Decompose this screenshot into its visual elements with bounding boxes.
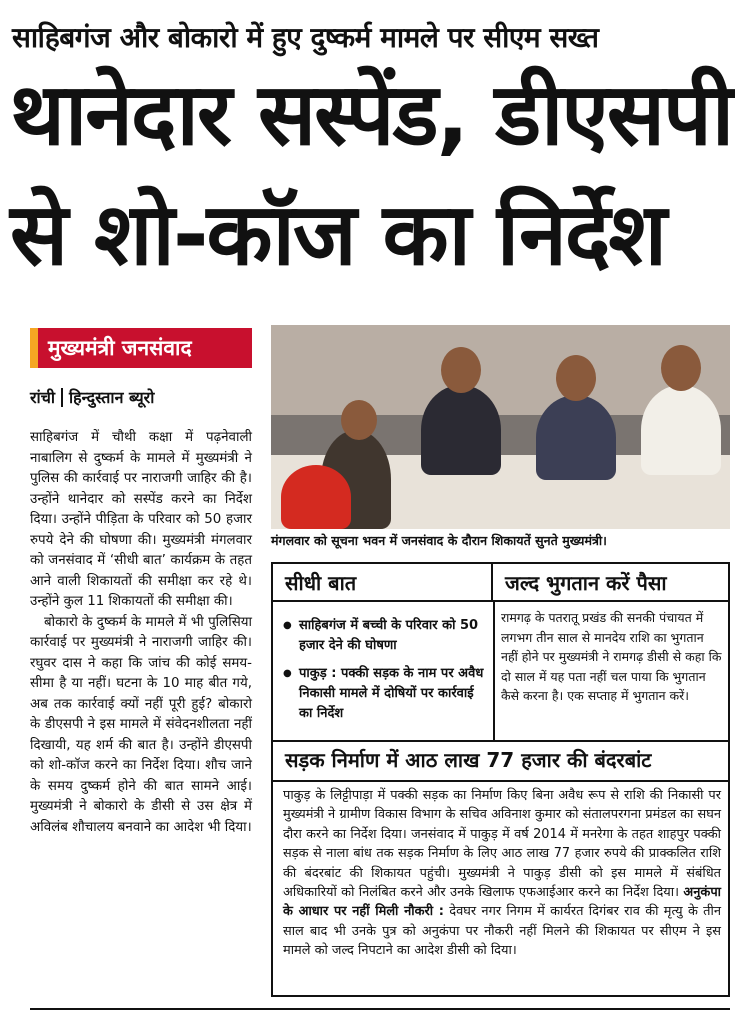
- sidebar-bottom-paragraph: पाकुड़ के लिट्टीपाड़ा में पक्की सड़क का निर्माण किए बिना अवैध रूप से राशि की निकासी पर मुख्यमंत्री ने ग्रामीण विकास विभाग के सचिव अविनाश कुमार को संतालपरगना प्रमंडल का सघन दौरा करने का निर्देश दिया। जनसंवाद में पाकुड़ में वर्ष 2014 में मनरेगा के तहत शाहपुर पक्की सड़क से नाला बांध तक सड़क निर्माण के लिए आठ लाख 77 हजार रुपये की प्राक्कलित राशि की बंदरबांट की शिकायत पहुंची। मुख्यमंत्री ने पाकुड़ डीसी को इस मामले में संबंधित अधिकारियों को निलंबित करने और उनके खिलाफ एफआईआर करने का निर्देश दिया।: [283, 788, 721, 901]
- photo-person: [281, 465, 351, 529]
- article-paragraph: बोकारो के दुष्कर्म के मामले में भी पुलिसिया कार्रवाई पर मुख्यमंत्री ने नाराजगी जाहिर की। रघुवर दास ने कहा कि जांच की कोई समय-सीमा है या नहीं। घटना के 10 माह बीत गये, अब तक कार्रवाई क्यों नहीं पूरी हुई? बोकारो के डीएसपी ने इस मामले में संवेदनशीलता नहीं दिखायी, यह शर्म की बात है। उन्होंने डीएसपी को शो-कॉज करने का निर्देश दिया। शौच जाने के समय दुष्कर्म होने की बात सामने आई। मुख्यमंत्री ने बोकारो के डीसी से उस क्षेत्र में अविलंब शौचालय बनवाने का आदेश भी दिया।: [30, 614, 252, 835]
- sidebar-bullet: ● पाकुड़ : पक्की सड़क के नाम पर अवैध निकासी मामले में दोषियों पर कार्रवाई का निर्देश: [283, 664, 487, 724]
- footer-rule: [30, 1008, 730, 1010]
- sidebar-rule: [273, 780, 728, 782]
- section-label-accent: [30, 328, 38, 368]
- photo-person: [641, 385, 721, 475]
- section-label-text: मुख्यमंत्री जनसंवाद: [48, 336, 192, 360]
- photo-person-head: [661, 345, 701, 391]
- sidebar-bottom-heading: सड़क निर्माण में आठ लाख 77 हजार की बंदरबांट: [285, 748, 652, 772]
- main-headline-line-1: थानेदार सस्पेंड, डीएसपी: [10, 65, 733, 165]
- main-headline-line-2: से शो-कॉज का निर्देश: [10, 185, 666, 285]
- photo-person-head: [441, 347, 481, 393]
- byline-place: रांची: [30, 388, 55, 407]
- photo-person-head: [341, 400, 377, 440]
- sidebar-bullet-list: [283, 616, 487, 732]
- section-label: [30, 328, 252, 368]
- photo-person: [536, 395, 616, 480]
- sidebar-bullet: ● साहिबगंज में बच्ची के परिवार को 50 हजार देने की घोषणा: [283, 616, 487, 656]
- byline: [30, 386, 154, 408]
- sidebar-box: [271, 562, 730, 997]
- photo-person-head: [556, 355, 596, 401]
- byline-source: हिन्दुस्तान ब्यूरो: [69, 388, 155, 407]
- byline-divider: [61, 388, 63, 407]
- sidebar-right-text: रामगढ़ के पतरातू प्रखंड की सनकी पंचायत में लगभग तीन साल से मानदेय राशि का भुगतान नहीं होने पर मुख्यमंत्री ने रामगढ़ डीसी से कहा कि दो साल में यह पता नहीं चल पाया कि भुगतान कैसे करना है। एक सप्ताह में भुगतान करें।: [501, 610, 722, 703]
- sidebar-right-heading: जल्द भुगतान करें पैसा: [493, 564, 728, 602]
- sidebar-rule: [273, 740, 728, 742]
- kicker-headline: साहिबगंज और बोकारो में हुए दुष्कर्म मामले पर सीएम सख्त: [12, 21, 599, 54]
- sidebar-sub-lead: अनुकंपा के आधार पर नहीं मिली नौकरी :: [283, 885, 721, 920]
- sidebar-bottom-text: [283, 786, 721, 961]
- article-body: [30, 428, 252, 838]
- photo-person: [421, 385, 501, 475]
- photo-caption: मंगलवार को सूचना भवन में जनसंवाद के दौरान शिकायतें सुनते मुख्यमंत्री।: [271, 533, 607, 548]
- news-photo: [271, 325, 730, 529]
- article-paragraph: साहिबगंज में चौथी कक्षा में पढ़नेवाली नाबालिग से दुष्कर्म के मामले में मुख्यमंत्री ने पुलिस की कार्रवाई पर नाराजगी जाहिर की है। उन्होंने थानेदार को सस्पेंड करने का निर्देश दिया। उन्होंने पीड़िता के परिवार को 50 हजार रुपये देने की घोषणा की। मुख्यमंत्री मंगलवार को जनसंवाद में ‘सीधी बात’ कार्यक्रम के तहत आने वाली शिकायतों की समीक्षा कर रहे थे। उन्होंने कुल 11 शिकायतों की समीक्षा की।: [30, 430, 252, 609]
- sidebar-sub-text: देवघर नगर निगम में कार्यरत दिगंबर राव की मृत्यु के तीन साल बाद भी उनके पुत्र को अनुकंपा पर नौकरी नहीं मिलने की शिकायत पर सीएम ने इस मामले को जल्द निपटाने का आदेश डीसी को दिया।: [283, 904, 721, 959]
- sidebar-left-heading: सीधी बात: [273, 564, 493, 602]
- sidebar-divider: [493, 602, 495, 740]
